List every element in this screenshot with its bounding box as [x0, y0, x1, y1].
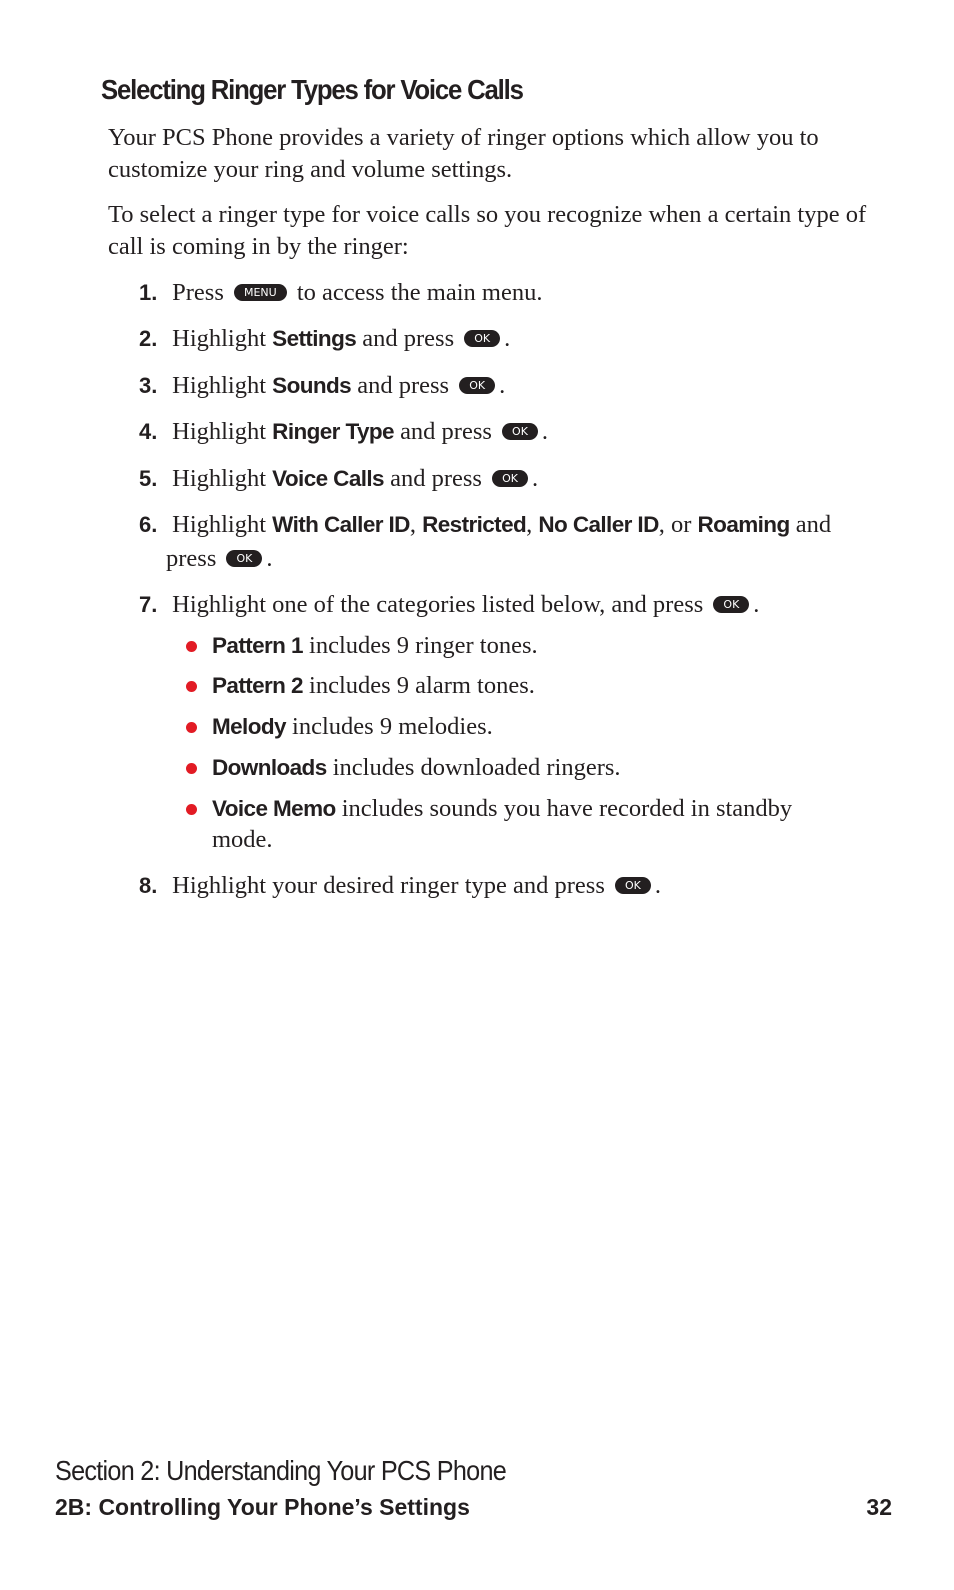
menu-keyword: No Caller ID — [538, 512, 659, 537]
step-7 — [139, 588, 859, 622]
step-text: Highlight — [172, 418, 267, 445]
step-end: . — [541, 418, 549, 445]
step-text: and press — [400, 418, 492, 445]
step-4 — [139, 415, 859, 449]
step-text: Highlight your desired ringer type and press — [172, 872, 605, 899]
separator: , or — [658, 511, 692, 538]
step-1 — [139, 276, 859, 310]
step-text: Highlight — [172, 465, 267, 492]
bullet-item — [186, 711, 846, 742]
step-text: Press — [172, 279, 224, 306]
step-6 — [139, 508, 859, 576]
menu-keyword: Roaming — [697, 512, 790, 537]
step-number: 5. — [139, 466, 158, 491]
instruction-paragraph: To select a ringer type for voice calls so you recognize when a certain type of call is coming in by the ringer: — [108, 201, 867, 260]
ok-key-icon: OK — [492, 470, 528, 487]
step-text: Highlight one of the categories listed below, and press — [172, 591, 704, 618]
menu-keyword: Sounds — [272, 373, 352, 398]
bullet-item — [186, 630, 846, 661]
red-bullet-icon — [186, 641, 197, 652]
bullet-keyword: Downloads — [212, 755, 327, 780]
step-text: and press — [357, 372, 450, 399]
step-text: press — [166, 545, 217, 572]
bullet-item — [186, 752, 846, 783]
bullet-keyword: Melody — [212, 714, 286, 739]
step-text: to access the main menu. — [296, 279, 543, 306]
step-8 — [139, 869, 859, 903]
step-number: 7. — [139, 592, 158, 617]
red-bullet-icon — [186, 722, 197, 733]
step-end: . — [266, 545, 273, 572]
bullet-keyword: Voice Memo — [212, 796, 336, 821]
step-end: . — [654, 872, 661, 899]
step-text: Highlight — [172, 511, 267, 538]
ok-key-icon: OK — [226, 550, 262, 567]
bullet-text: includes downloaded ringers. — [332, 754, 621, 781]
red-bullet-icon — [186, 804, 197, 815]
bullet-text: includes 9 alarm tones. — [309, 672, 535, 699]
ok-key-icon: OK — [502, 423, 538, 440]
step-2 — [139, 322, 859, 356]
step-text: Highlight — [172, 325, 267, 352]
bullet-item — [186, 793, 846, 855]
bullet-keyword: Pattern 2 — [212, 673, 303, 698]
menu-keyword: Ringer Type — [272, 419, 394, 444]
menu-keyword: Restricted — [422, 512, 527, 537]
step-5 — [139, 462, 859, 496]
step-number: 3. — [139, 373, 158, 398]
ok-key-icon: OK — [459, 377, 495, 394]
menu-keyword: Settings — [272, 326, 357, 351]
bullet-item — [186, 670, 846, 701]
menu-key-icon: MENU — [234, 284, 287, 301]
step-number: 1. — [139, 280, 158, 305]
bullet-text: includes 9 ringer tones. — [309, 632, 538, 659]
menu-keyword: Voice Calls — [272, 466, 384, 491]
red-bullet-icon — [186, 681, 197, 692]
section-heading: Selecting Ringer Types for Voice Calls — [101, 74, 523, 105]
step-3 — [139, 369, 859, 403]
step-number: 8. — [139, 873, 158, 898]
bullet-keyword: Pattern 1 — [212, 633, 303, 658]
ok-key-icon: OK — [615, 877, 651, 894]
footer-subsection-title: 2B: Controlling Your Phone’s Settings — [55, 1494, 470, 1520]
ok-key-icon: OK — [464, 330, 500, 347]
step-number: 6. — [139, 512, 158, 537]
step-number: 2. — [139, 326, 158, 351]
step-end: . — [499, 372, 506, 399]
step-continuation — [139, 542, 859, 576]
separator: , — [526, 511, 533, 538]
step-end: . — [504, 325, 511, 352]
step-end: . — [531, 465, 539, 492]
step-text: and press — [390, 465, 482, 492]
step-number: 4. — [139, 419, 158, 444]
ok-key-icon: OK — [713, 596, 749, 613]
bullet-text: includes 9 melodies. — [292, 713, 493, 740]
step-end: . — [753, 591, 760, 618]
step-text: and — [795, 511, 832, 538]
red-bullet-icon — [186, 763, 197, 774]
footer-section-title: Section 2: Understanding Your PCS Phone — [55, 1455, 507, 1486]
page-number: 32 — [866, 1494, 892, 1520]
intro-paragraph: Your PCS Phone provides a variety of ringer options which allow you to customize your ring and volume settings. — [108, 124, 819, 183]
step-text: Highlight — [172, 372, 267, 399]
step-text: and press — [362, 325, 455, 352]
separator: , — [409, 511, 416, 538]
menu-keyword: With Caller ID — [272, 512, 410, 537]
bullet-text: includes sounds you have recorded in standby mode. — [212, 795, 793, 853]
